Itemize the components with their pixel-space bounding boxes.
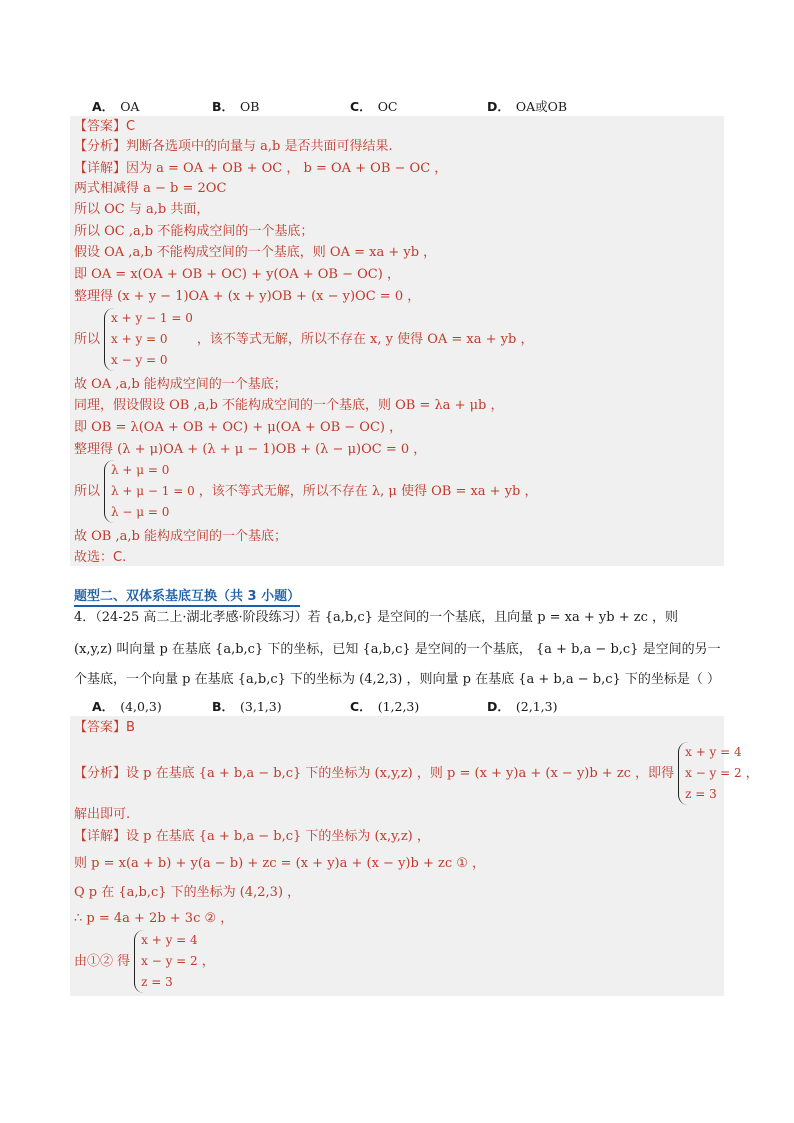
q3-detail-line-8: 故 OA ,a,b 能构成空间的一个基底；	[74, 377, 287, 392]
q4-detail-line-2: 则 p = x(a + b) + y(a − b) + zc = (x + y)a + (x − y)b + zc ① ，	[74, 856, 486, 871]
q3-detail-line-7: 整理得 (x + y − 1)OA + (x + y)OB + (x − y)OC = 0 ，	[74, 289, 421, 304]
q3-detail-line-10: 即 OB = λ(OA + OB + OC) + μ(OA + OB − OC) ，	[74, 420, 403, 435]
q3-option-b[interactable]: B． OB	[212, 99, 260, 114]
q4-detail-line-4: ∴ p = 4a + 2b + 3c ② ，	[74, 911, 234, 926]
q4-stem-line-1: 4．（24-25 高二上·湖北孝感·阶段练习）若 {a,b,c} 是空间的一个基底，且向量 p = xa + yb + zc ，则	[74, 610, 679, 625]
q3-detail-line-11: 整理得 (λ + μ)OA + (λ + μ − 1)OB + (λ − μ)OC = 0 ，	[74, 442, 427, 457]
q3-detail-line-3: 所以 OC 与 a,b 共面，	[74, 202, 210, 217]
equation-system: x + y = 4 x − y = 2 z = 3	[678, 742, 742, 805]
q4-answer: B	[126, 720, 135, 735]
q3-analysis-line: 【分析】判断各选项中的向量与 a,b 是否共面可得结果.	[74, 139, 393, 154]
section-title: 题型二、双体系基底互换（共 3 小题）	[74, 585, 300, 607]
q4-answer-line: 【答案】B	[74, 720, 135, 735]
q4-analysis-line-2: 解出即可.	[74, 807, 131, 822]
q3-detail-line-5: 假设 OA ,a,b 不能构成空间的一个基底，则 OA = xa + yb ，	[74, 245, 437, 260]
q4-option-c[interactable]: C． (1,2,3)	[350, 699, 420, 714]
q4-detail-line-3: Q p 在 {a,b,c} 下的坐标为 (4,2,3) ，	[74, 885, 301, 900]
q4-detail-line-1: 【详解】设 p 在基底 {a + b,a − b,c} 下的坐标为 (x,y,z) ，	[74, 829, 430, 844]
q4-options	[92, 697, 732, 715]
q3-system-2: 所以 λ + μ = 0 λ + μ − 1 = 0 λ − μ = 0 ，该不等式无解，所以不存在 λ, μ 使得 OB = xa + yb ，	[74, 460, 538, 523]
q3-detail-line-1: 【详解】因为 a = OA + OB + OC ， b = OA + OB − OC ，	[74, 161, 448, 176]
equation-system: λ + μ = 0 λ + μ − 1 = 0 λ − μ = 0	[104, 460, 195, 523]
q4-stem-line-3: 个基底，一个向量 p 在基底 {a,b,c} 下的坐标为 (4,2,3) ，则向量 p 在基底 {a + b,a − b,c} 下的坐标是（ ）	[74, 672, 721, 687]
q3-options	[92, 97, 732, 115]
equation-system: x + y = 4 x − y = 2 z = 3	[134, 930, 198, 993]
q3-option-a[interactable]: A． OA	[92, 99, 140, 114]
q3-detail-line-4: 所以 OC ,a,b 不能构成空间的一个基底；	[74, 224, 314, 239]
q3-detail-line-6: 即 OA = x(OA + OB + OC) + y(OA + OB − OC) ，	[74, 267, 400, 282]
q3-detail-line-12: 故 OB ,a,b 能构成空间的一个基底；	[74, 529, 287, 544]
q3-system-1: 所以 x + y − 1 = 0 x + y = 0 x − y = 0 ，该不等式无解，所以不存在 x, y 使得 OA = xa + yb ，	[74, 308, 533, 371]
q3-detail-line-9: 同理，假设假设 OB ,a,b 不能构成空间的一个基底，则 OB = λa + μb ，	[74, 398, 504, 413]
q4-final-system: 由①② 得 x + y = 4 x − y = 2 z = 3 ，	[74, 930, 215, 993]
equation-system: x + y − 1 = 0 x + y = 0 x − y = 0	[104, 308, 193, 371]
q3-option-c[interactable]: C． OC	[350, 99, 398, 114]
q3-detail-line-2: 两式相减得 a − b = 2OC	[74, 181, 227, 196]
q4-analysis-line: 【分析】设 p 在基底 {a + b,a − b,c} 下的坐标为 (x,y,z) ，则 p = (x + y)a + (x − y)b + zc ，即得 x + y = 4 x − y = 2 z = 3 ，	[74, 742, 759, 805]
q3-answer: C	[126, 119, 136, 134]
q4-option-a[interactable]: A． (4,0,3)	[92, 699, 162, 714]
q3-option-d[interactable]: D． OA或OB	[487, 99, 568, 114]
q3-answer-line: 【答案】C	[74, 119, 136, 134]
q3-final-line: 故选：C.	[74, 550, 127, 565]
q4-stem-line-2: (x,y,z) 叫向量 p 在基底 {a,b,c} 下的坐标，已知 {a,b,c} 是空间的一个基底， {a + b,a − b,c} 是空间的另一	[74, 642, 721, 657]
q4-option-d[interactable]: D． (2,1,3)	[487, 699, 558, 714]
q4-option-b[interactable]: B． (3,1,3)	[212, 699, 282, 714]
